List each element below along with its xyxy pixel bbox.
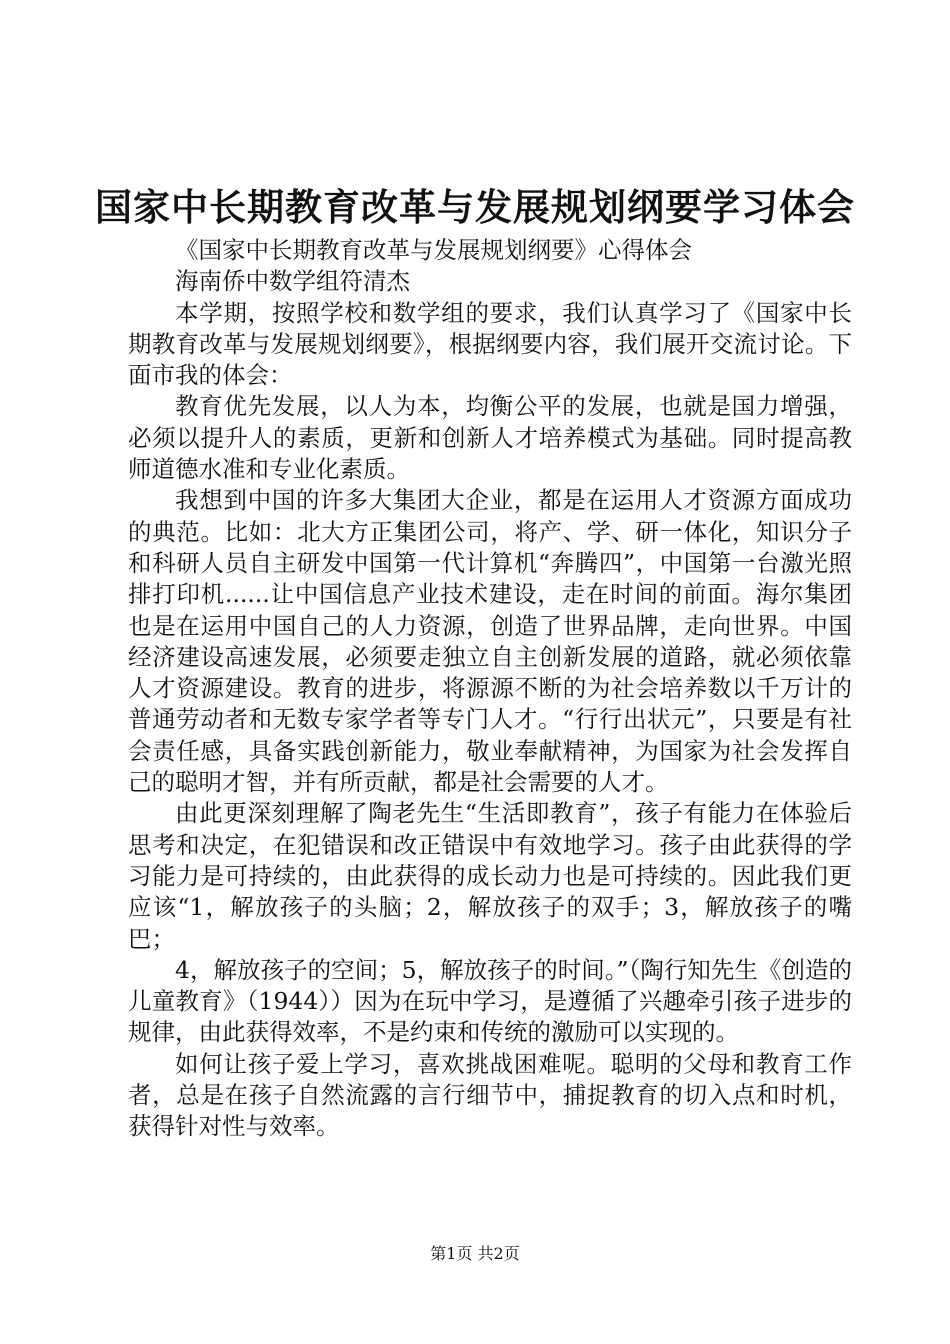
subtitle-paragraph: 《国家中长期教育改革与发展规划纲要》心得体会 bbox=[175, 236, 692, 264]
document-body bbox=[128, 235, 852, 1143]
body-paragraph: 由此更深刻理解了陶老先生“生活即教育”，孩子有能力在体验后思考和决定，在犯错误和改正错误中有效地学习。孩子由此获得的学习能力是可持续的，由此获得的成长动力也是可持续的。因此我们更应该“1，解放孩子的头脑；2，解放孩子的双手；3，解放孩子的嘴巴； bbox=[128, 799, 852, 953]
document-title: 国家中长期教育改革与发展规划纲要学习体会 bbox=[95, 186, 855, 229]
body-paragraph: 4，解放孩子的空间；5，解放孩子的时间。”（陶行知先生《创造的儿童教育》（1944））因为在玩中学习，是遵循了兴趣牵引孩子进步的规律，由此获得效率，不是约束和传统的激励可以实现的。 bbox=[128, 955, 852, 1047]
author-paragraph: 海南侨中数学组符清杰 bbox=[175, 267, 410, 296]
body-paragraph: 我想到中国的许多大集团大企业，都是在运用人才资源方面成功的典范。比如：北大方正集团公司，将产、学、研一体化，知识分子和科研人员自主研发中国第一代计算机“奔腾四”，中国第一台激光照排打印机......让中国信息产业技术建设，走在时间的前面。海尔集团也是在运用中国自己的人力资源，创造了世界品牌，走向世界。中国经济建设高速发展，必须要走独立自主创新发展的道路，就必须依靠人才资源建设。教育的进步，将源源不断的为社会培养数以千万计的普通劳动者和无数专家学者等专门人才。“行行出状元”，只要是有社会责任感，具备实践创新能力，敬业奉献精神，为国家为社会发挥自己的聪明才智，并有所贡献，都是社会需要的人才。 bbox=[128, 486, 852, 797]
page-footer: 第1页 共2页 bbox=[430, 1244, 520, 1263]
body-paragraph: 本学期，按照学校和数学组的要求，我们认真学习了《国家中长期教育改革与发展规划纲要》，根据纲要内容，我们展开交流讨论。下面市我的体会： bbox=[128, 298, 852, 390]
body-paragraph: 如何让孩子爱上学习，喜欢挑战困难呢。聪明的父母和教育工作者，总是在孩子自然流露的言行细节中，捕捉教育的切入点和时机，获得针对性与效率。 bbox=[128, 1049, 852, 1141]
body-paragraph: 教育优先发展，以人为本，均衡公平的发展，也就是国力增强，必须以提升人的素质，更新和创新人才培养模式为基础。同时提高教师道德水准和专业化素质。 bbox=[128, 392, 852, 484]
